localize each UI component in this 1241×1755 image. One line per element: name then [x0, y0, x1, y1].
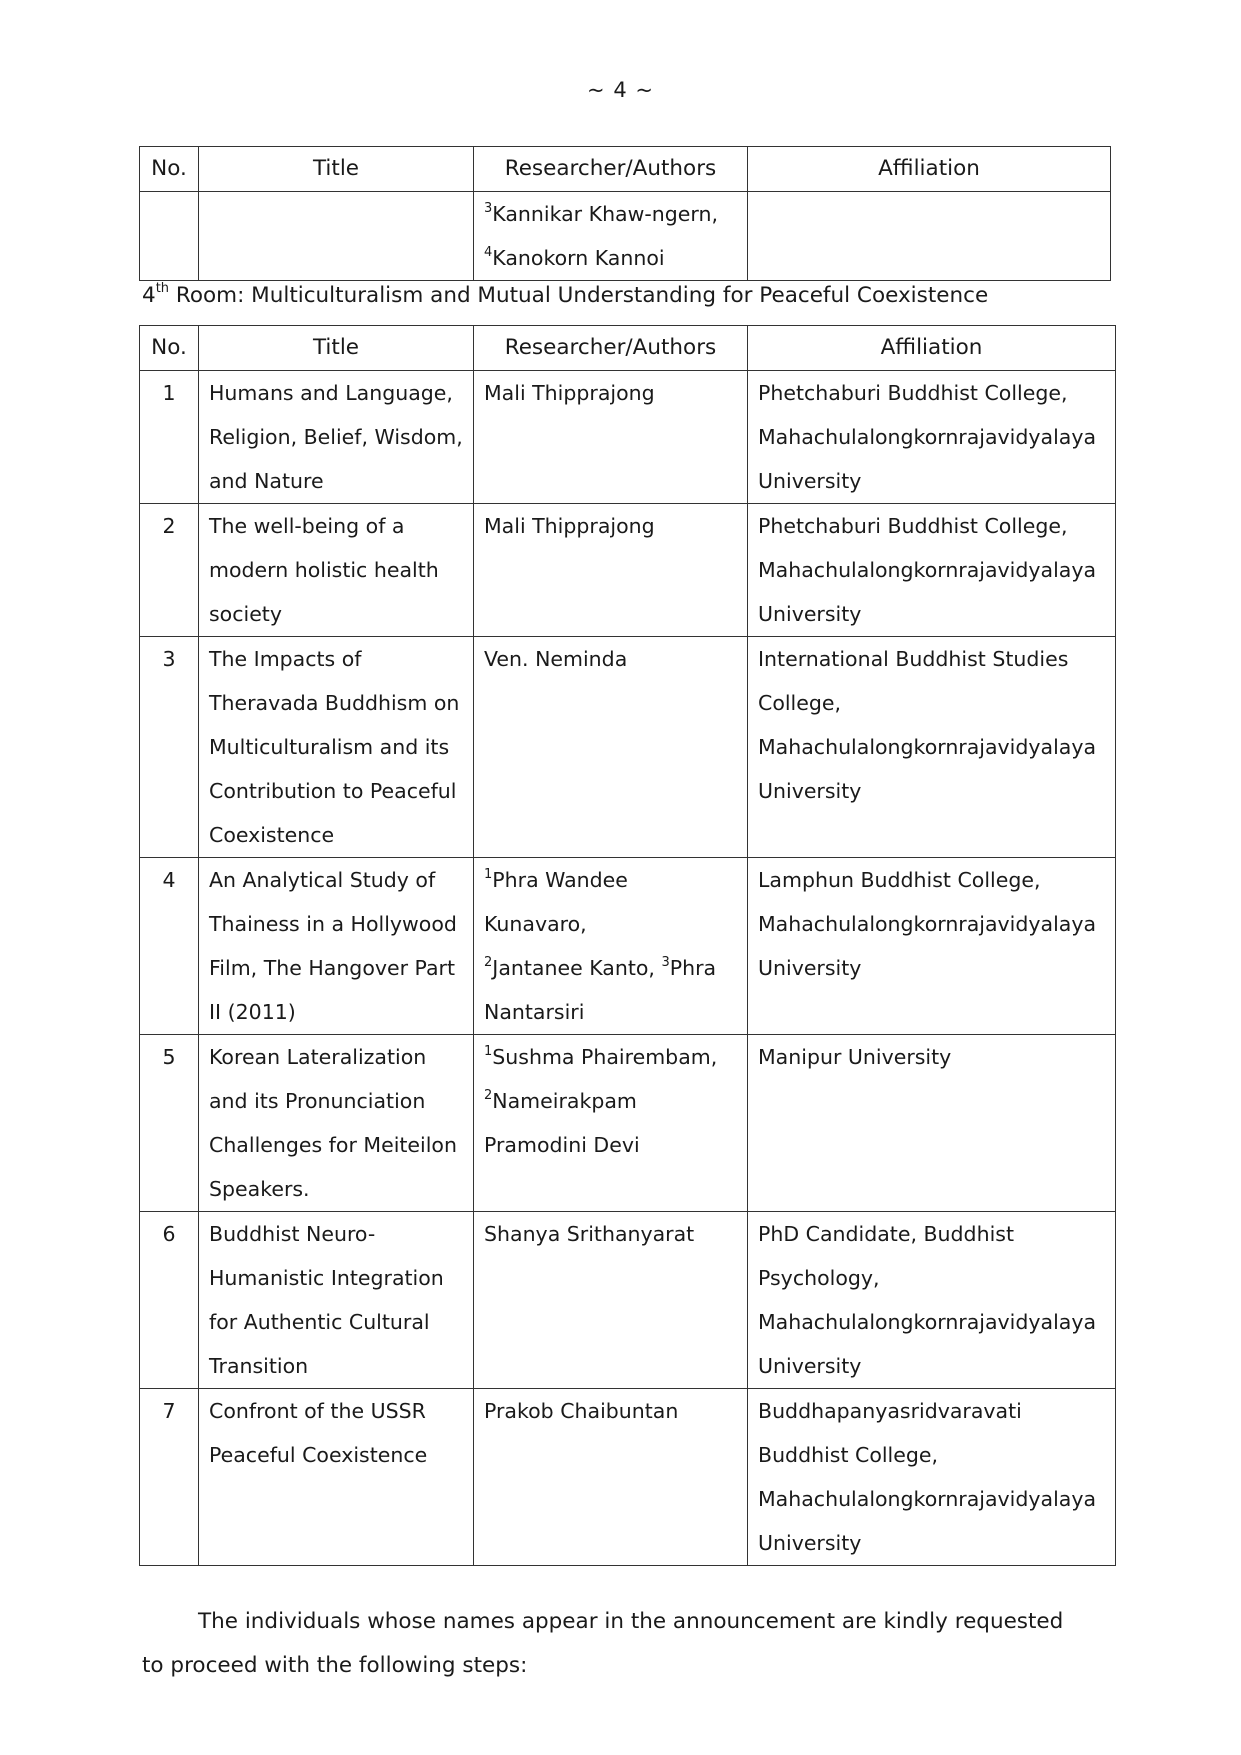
table-row: [140, 504, 1116, 637]
title-line: Peaceful Coexistence: [209, 1443, 428, 1467]
title-line: Coexistence: [209, 823, 335, 847]
author-line: [484, 858, 737, 946]
title-line: An Analytical Study of: [209, 868, 436, 892]
header-no: No.: [140, 326, 199, 371]
title-line: II (2011): [209, 1000, 296, 1024]
author-superscript: 2: [484, 1088, 493, 1103]
affiliation-line: Buddhist College,: [758, 1443, 939, 1467]
table-header-row: [140, 147, 1111, 192]
affiliation-line: Mahachulalongkornrajavidyalaya: [758, 1310, 1097, 1334]
cell-affiliation: [748, 1035, 1116, 1212]
author-superscript: 3: [661, 955, 670, 970]
author-name: Mali Thipprajong: [484, 514, 655, 538]
cell-no: 2: [140, 504, 199, 637]
author-name: Ven. Neminda: [484, 647, 628, 671]
closing-paragraph: The individuals whose names appear in the announcement are kindly requested to proceed with the following steps:: [142, 1609, 1064, 1678]
cell-authors: [474, 1212, 748, 1389]
author-line: [484, 1123, 737, 1167]
page-number: ~ 4 ~: [587, 78, 654, 102]
cell-title: [199, 504, 474, 637]
cell-authors: [474, 1035, 748, 1212]
header-title: Title: [199, 326, 474, 371]
affiliation-line: PhD Candidate, Buddhist: [758, 1222, 1014, 1246]
author-line: [484, 371, 737, 415]
author-line: [484, 236, 737, 280]
affiliation-line: Manipur University: [758, 1045, 952, 1069]
cell-no: 3: [140, 637, 199, 858]
author-superscript: 2: [484, 955, 493, 970]
author-superscript: 1: [484, 1044, 493, 1059]
author-name: Kanokorn Kannoi: [492, 246, 665, 270]
cell-title: [199, 1389, 474, 1566]
author-line: [484, 990, 737, 1034]
author-name: Phra: [669, 956, 717, 980]
affiliation-line: Mahachulalongkornrajavidyalaya: [758, 912, 1097, 936]
title-line: Film, The Hangover Part: [209, 956, 456, 980]
table-row: [140, 192, 1111, 281]
affiliation-line: University: [758, 1531, 862, 1555]
author-name: Kannikar Khaw-ngern,: [492, 202, 718, 226]
title-line: for Authentic Cultural: [209, 1310, 430, 1334]
table-row: [140, 371, 1116, 504]
table-row: [140, 1035, 1116, 1212]
cell-affiliation: [748, 858, 1116, 1035]
cell-authors: [474, 371, 748, 504]
continued-table: [139, 146, 1111, 281]
table-row: [140, 1212, 1116, 1389]
affiliation-line: International Buddhist Studies: [758, 647, 1069, 671]
cell-authors: [474, 637, 748, 858]
author-name: Pramodini Devi: [484, 1133, 640, 1157]
header-affiliation: Affiliation: [748, 147, 1111, 192]
affiliation-line: College,: [758, 691, 842, 715]
author-line: [484, 504, 737, 548]
table-row: [140, 637, 1116, 858]
cell-authors: [474, 192, 748, 281]
author-line: [484, 1035, 737, 1079]
author-superscript: 3: [484, 201, 493, 216]
affiliation-line: University: [758, 602, 862, 626]
cell-authors: [474, 1389, 748, 1566]
author-line: [484, 1212, 737, 1256]
title-line: and its Pronunciation: [209, 1089, 426, 1113]
title-line: Multiculturalism and its: [209, 735, 450, 759]
title-line: Transition: [209, 1354, 309, 1378]
title-line: The well-being of a: [209, 514, 405, 538]
room-ordinal: 4: [142, 283, 156, 308]
cell-affiliation: [748, 637, 1116, 858]
title-line: Buddhist Neuro-: [209, 1222, 376, 1246]
title-line: modern holistic health: [209, 558, 439, 582]
cell-authors: [474, 504, 748, 637]
title-line: Confront of the USSR: [209, 1399, 426, 1423]
title-line: Contribution to Peaceful: [209, 779, 457, 803]
cell-affiliation: [748, 1212, 1116, 1389]
affiliation-line: University: [758, 1354, 862, 1378]
affiliation-line: University: [758, 469, 862, 493]
table-row: [140, 1389, 1116, 1566]
affiliation-line: Lamphun Buddhist College,: [758, 868, 1041, 892]
room-title: Room: Multiculturalism and Mutual Understanding for Peaceful Coexistence: [169, 283, 989, 308]
affiliation-line: Phetchaburi Buddhist College,: [758, 514, 1068, 538]
author-line: [484, 1389, 737, 1433]
author-line: [484, 637, 737, 681]
title-line: Religion, Belief, Wisdom,: [209, 425, 463, 449]
title-line: Theravada Buddhism on: [209, 691, 460, 715]
cell-no: [140, 192, 199, 281]
table-row: [140, 858, 1116, 1035]
header-title: Title: [199, 147, 474, 192]
header-authors: Researcher/Authors: [474, 326, 748, 371]
cell-affiliation: [748, 504, 1116, 637]
room-table: [139, 325, 1116, 1566]
cell-no: 1: [140, 371, 199, 504]
title-line: Thainess in a Hollywood: [209, 912, 457, 936]
title-line: The Impacts of: [209, 647, 362, 671]
author-superscript: 1: [484, 867, 493, 882]
cell-affiliation: [748, 371, 1116, 504]
affiliation-line: University: [758, 779, 862, 803]
affiliation-line: Mahachulalongkornrajavidyalaya: [758, 1487, 1097, 1511]
header-affiliation: Affiliation: [748, 326, 1116, 371]
author-name: Prakob Chaibuntan: [484, 1399, 679, 1423]
cell-affiliation: [748, 1389, 1116, 1566]
cell-no: 6: [140, 1212, 199, 1389]
author-superscript: 4: [484, 245, 493, 260]
cell-title: [199, 1035, 474, 1212]
cell-affiliation: [748, 192, 1111, 281]
cell-authors: [474, 858, 748, 1035]
cell-title: [199, 858, 474, 1035]
title-line: and Nature: [209, 469, 324, 493]
affiliation-line: Mahachulalongkornrajavidyalaya: [758, 735, 1097, 759]
cell-title: [199, 637, 474, 858]
cell-title: [199, 192, 474, 281]
title-line: Humanistic Integration: [209, 1266, 444, 1290]
author-name: Phra Wandee Kunavaro,: [484, 868, 628, 936]
room-ordinal-suffix: th: [155, 281, 170, 296]
affiliation-line: Mahachulalongkornrajavidyalaya: [758, 558, 1097, 582]
title-line: Challenges for Meiteilon: [209, 1133, 457, 1157]
cell-title: [199, 1212, 474, 1389]
title-line: Speakers.: [209, 1177, 310, 1201]
author-line: [484, 192, 737, 236]
room-heading: [142, 283, 988, 308]
cell-no: 5: [140, 1035, 199, 1212]
affiliation-line: Phetchaburi Buddhist College,: [758, 381, 1068, 405]
affiliation-line: University: [758, 956, 862, 980]
cell-title: [199, 371, 474, 504]
author-line: [484, 1079, 737, 1123]
header-no: No.: [140, 147, 199, 192]
cell-no: 4: [140, 858, 199, 1035]
author-line: [484, 946, 737, 990]
author-name: Sushma Phairembam,: [492, 1045, 718, 1069]
affiliation-line: Mahachulalongkornrajavidyalaya: [758, 425, 1097, 449]
author-name: Shanya Srithanyarat: [484, 1222, 695, 1246]
header-authors: Researcher/Authors: [474, 147, 748, 192]
author-name: Jantanee Kanto,: [492, 956, 662, 980]
title-line: Korean Lateralization: [209, 1045, 427, 1069]
author-name: Mali Thipprajong: [484, 381, 655, 405]
author-name: Nameirakpam: [492, 1089, 637, 1113]
title-line: society: [209, 602, 282, 626]
affiliation-line: Psychology,: [758, 1266, 880, 1290]
table-header-row: [140, 326, 1116, 371]
affiliation-line: Buddhapanyasridvaravati: [758, 1399, 1022, 1423]
author-name: Nantarsiri: [484, 1000, 585, 1024]
cell-no: 7: [140, 1389, 199, 1566]
title-line: Humans and Language,: [209, 381, 453, 405]
